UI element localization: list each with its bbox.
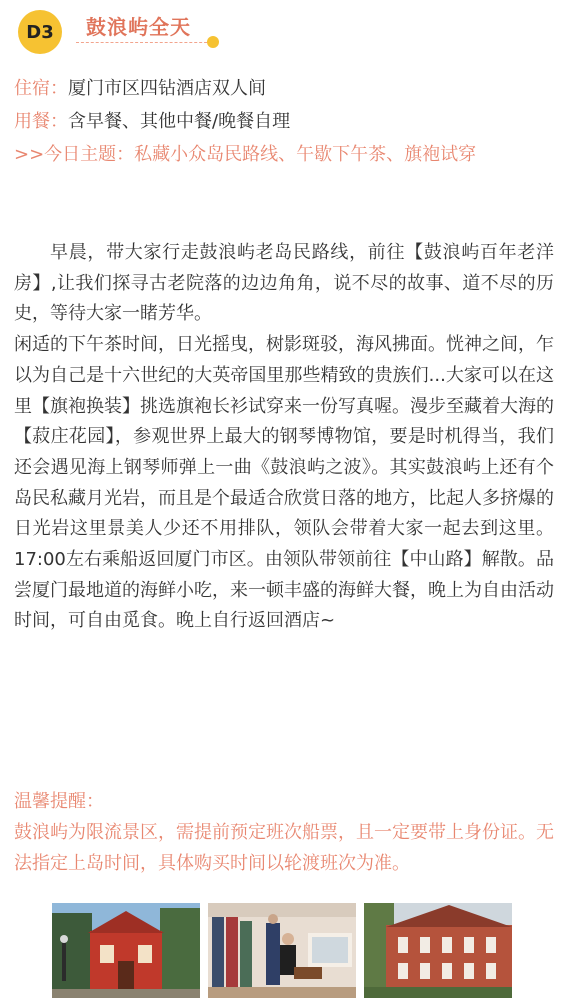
- day-badge: D3: [18, 10, 62, 54]
- title-underline: [76, 42, 212, 43]
- meals-label: 用餐：: [14, 111, 68, 132]
- meals-value: 含早餐、其他中餐/晚餐自理: [68, 111, 291, 132]
- theme-label: >>今日主题：: [14, 144, 135, 165]
- photo-strip: [52, 903, 512, 998]
- day-title: 鼓浪屿全天: [86, 15, 191, 39]
- day-description: [14, 238, 554, 637]
- reminder-title: 温馨提醒：: [14, 791, 104, 812]
- qipao-shop-photo: [208, 903, 356, 998]
- lodging-row: [14, 72, 554, 105]
- meals-row: [14, 105, 554, 138]
- trip-info: [14, 72, 554, 171]
- underline-dot: [207, 36, 219, 48]
- old-villa-photo: [364, 903, 512, 998]
- red-house-photo: [52, 903, 200, 998]
- theme-value: 私藏小众岛民路线、午歇下午茶、旗袍试穿: [134, 144, 477, 165]
- theme-row: [14, 138, 554, 171]
- reminder-body: 鼓浪屿为限流景区，需提前预定班次船票，且一定要带上身份证。无法指定上岛时间，具体购买时间以轮渡班次为准。: [14, 822, 554, 874]
- lodging-label: 住宿：: [14, 78, 68, 99]
- description-paragraph-1: 早晨，带大家行走鼓浪屿老岛民路线，前往【鼓浪屿百年老洋房】,让我们探寻古老院落的边边角角，说不尽的故事、道不尽的历史，等待大家一睹芳华。: [14, 242, 554, 325]
- lodging-value: 厦门市区四钻酒店双人间: [68, 78, 266, 99]
- reminder-section: [14, 786, 554, 879]
- day-header: [0, 0, 563, 60]
- description-paragraph-2: 闲适的下午茶时间，日光摇曳，树影斑驳，海风拂面。恍神之间，乍以为自己是十六世纪的大英帝国里那些精致的贵族们...大家可以在这里【旗袍换装】挑选旗袍长衫试穿来一份写真喔。漫步至藏着大海的【菽庄花园】，参观世界上最大的钢琴博物馆，要是时机得当，我们还会遇见海上钢琴师弹上一曲《鼓浪屿之波》。其实鼓浪屿上还有个岛民私藏月光岩，而且是个最适合欣赏日落的地方，比起人多挤爆的日光岩这里景美人少还不用排队，领队会带着大家一起去到这里。17:00左右乘船返回厦门市区。由领队带领前往【中山路】解散。品尝厦门最地道的海鲜小吃，来一顿丰盛的海鲜大餐，晚上为自由活动时间，可自由觅食。晚上自行返回酒店~: [14, 334, 554, 632]
